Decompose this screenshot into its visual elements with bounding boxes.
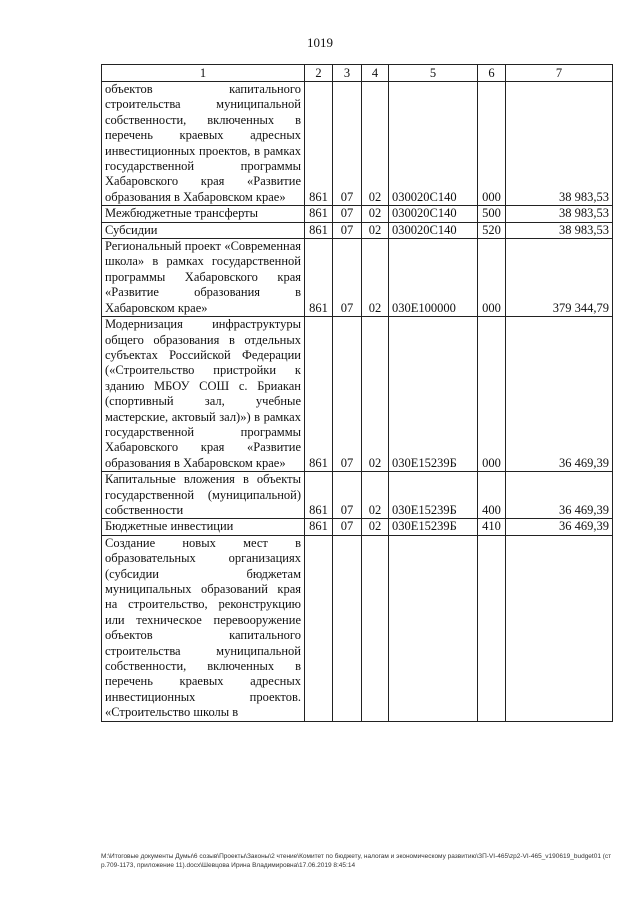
target-article-cell: 030Е15239Б: [389, 472, 478, 519]
expense-type-cell: 400: [478, 472, 506, 519]
subsection-code-cell: 02: [362, 317, 389, 472]
section-code-cell: 07: [333, 82, 362, 206]
expense-type-cell: [478, 535, 506, 721]
header-cell: 5: [389, 65, 478, 82]
target-article-cell: [389, 535, 478, 721]
amount-cell: 38 983,53: [506, 222, 613, 238]
header-cell: 4: [362, 65, 389, 82]
ministry-code-cell: 861: [305, 239, 333, 317]
expense-type-cell: 410: [478, 519, 506, 535]
page-number: 1019: [307, 35, 333, 50]
target-article-cell: 030Е15239Б: [389, 317, 478, 472]
target-article-cell: 030Е15239Б: [389, 519, 478, 535]
table-row: [102, 519, 613, 535]
ministry-code-cell: [305, 535, 333, 721]
header-cell: 6: [478, 65, 506, 82]
header-cell: 3: [333, 65, 362, 82]
item-name-cell: Создание новых мест в образовательных организациях (субсидии бюджетам муниципальных образований края на строительство, реконструкцию или техническое перевооружение объектов капитального строительства муниципальной собственности, включенных в перечень краевых адресных инвестиционных проектов. «Строительство школы в: [102, 535, 305, 721]
table-row: [102, 82, 613, 206]
amount-cell: 36 469,39: [506, 317, 613, 472]
header-row: [102, 65, 613, 82]
section-code-cell: 07: [333, 239, 362, 317]
section-code-cell: 07: [333, 472, 362, 519]
ministry-code-cell: 861: [305, 206, 333, 222]
budget-table: [101, 64, 613, 722]
expense-type-cell: 500: [478, 206, 506, 222]
item-name-cell: Бюджетные инвестиции: [102, 519, 305, 535]
table-row: [102, 222, 613, 238]
table-row: [102, 535, 613, 721]
section-code-cell: 07: [333, 317, 362, 472]
header-cell: 2: [305, 65, 333, 82]
amount-cell: 379 344,79: [506, 239, 613, 317]
table-row: [102, 472, 613, 519]
ministry-code-cell: 861: [305, 519, 333, 535]
ministry-code-cell: 861: [305, 317, 333, 472]
amount-cell: [506, 535, 613, 721]
ministry-code-cell: 861: [305, 472, 333, 519]
subsection-code-cell: 02: [362, 222, 389, 238]
item-name-cell: объектов капитального строительства муниципальной собственности, включенных в перечень краевых адресных инвестиционных проектов, в рамках государственной программы Хабаровского края «Развитие образования в Хабаровском крае»: [102, 82, 305, 206]
target-article-cell: 030020С140: [389, 222, 478, 238]
amount-cell: 38 983,53: [506, 82, 613, 206]
item-name-cell: Региональный проект «Современная школа» в рамках государственной программы Хабаровского края «Развитие образования в Хабаровском крае»: [102, 239, 305, 317]
section-code-cell: 07: [333, 206, 362, 222]
subsection-code-cell: [362, 535, 389, 721]
subsection-code-cell: 02: [362, 239, 389, 317]
table-row: [102, 317, 613, 472]
section-code-cell: [333, 535, 362, 721]
table-row: [102, 239, 613, 317]
amount-cell: 36 469,39: [506, 472, 613, 519]
ministry-code-cell: 861: [305, 82, 333, 206]
amount-cell: 36 469,39: [506, 519, 613, 535]
target-article-cell: 030020С140: [389, 206, 478, 222]
section-code-cell: 07: [333, 519, 362, 535]
header-cell: 1: [102, 65, 305, 82]
subsection-code-cell: 02: [362, 82, 389, 206]
item-name-cell: Субсидии: [102, 222, 305, 238]
section-code-cell: 07: [333, 222, 362, 238]
table-body: [102, 65, 613, 722]
expense-type-cell: 000: [478, 82, 506, 206]
subsection-code-cell: 02: [362, 472, 389, 519]
item-name-cell: Модернизация инфраструктуры общего образования в отдельных субъектах Российской Федерации («Строительство пристройки к зданию МБОУ СОШ с. Бриакан (спортивный зал, учебные мастерские, актовый зал)») в рамках государственной программы Хабаровского края «Развитие образования в Хабаровском крае»: [102, 317, 305, 472]
table-row: [102, 206, 613, 222]
subsection-code-cell: 02: [362, 206, 389, 222]
ministry-code-cell: 861: [305, 222, 333, 238]
subsection-code-cell: 02: [362, 519, 389, 535]
target-article-cell: 030020С140: [389, 82, 478, 206]
expense-type-cell: 000: [478, 317, 506, 472]
header-cell: 7: [506, 65, 613, 82]
item-name-cell: Капитальные вложения в объекты государственной (муниципальной) собственности: [102, 472, 305, 519]
expense-type-cell: 000: [478, 239, 506, 317]
target-article-cell: 030Е100000: [389, 239, 478, 317]
amount-cell: 38 983,53: [506, 206, 613, 222]
file-path-footer: М:\Итоговые документы Думы\6 созыв\Проекты\Законы\2 чтение\Комитет по бюджету, налогам и экономическому развитию\ЗП-VI-465\zp2-VI-465_v190619_budget01 (стр.709-1173, приложение 11).docx\Шевцова Ирина Владимировна\17.06.2019 8:45:14: [101, 853, 612, 869]
expense-type-cell: 520: [478, 222, 506, 238]
item-name-cell: Межбюджетные трансферты: [102, 206, 305, 222]
